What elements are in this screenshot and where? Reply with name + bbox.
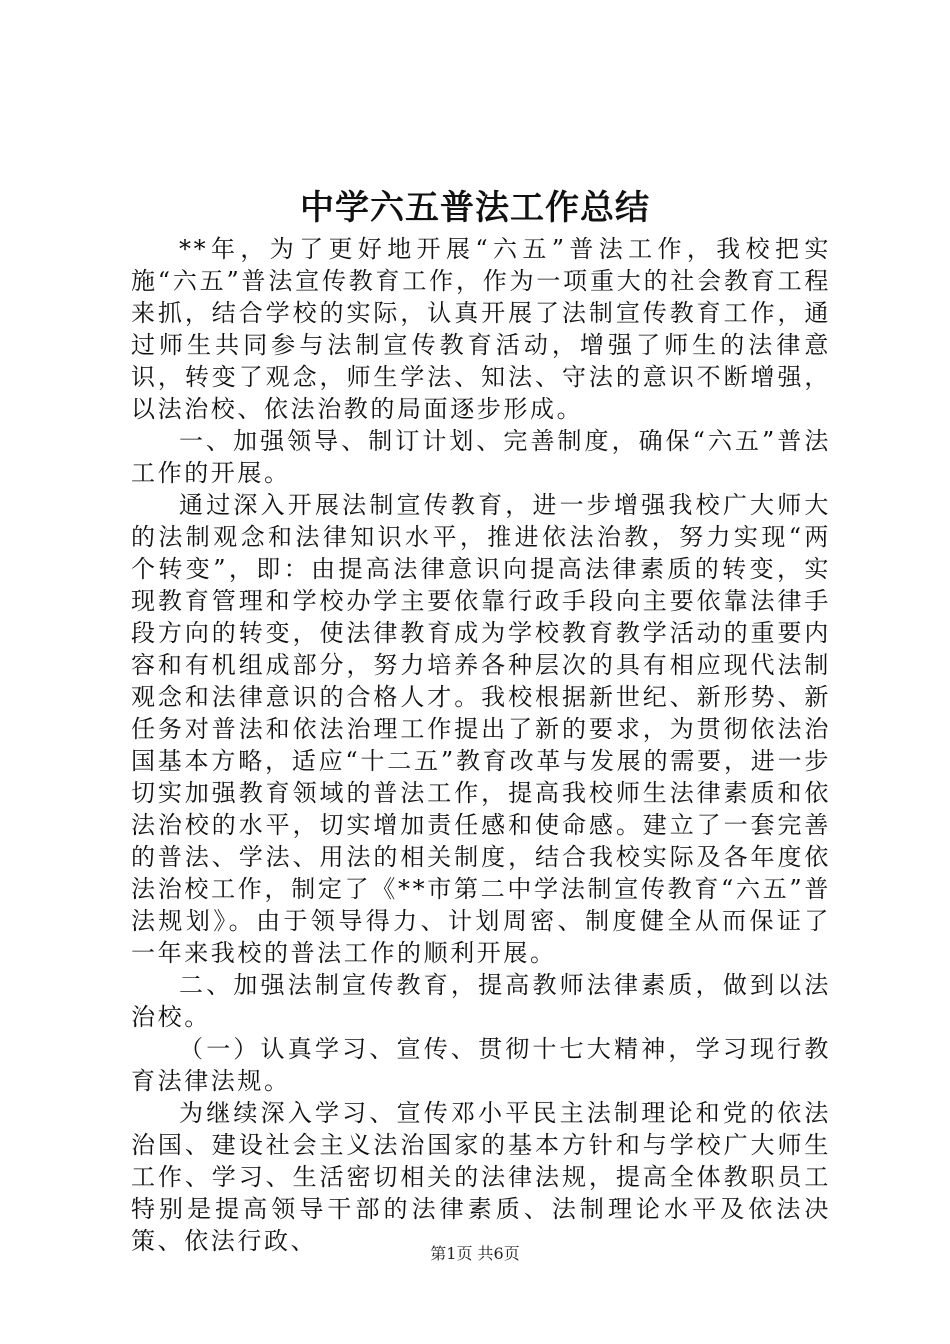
document-title: 中学六五普法工作总结 xyxy=(300,188,650,228)
section-heading-1: 一、加强领导、制订计划、完善制度，确保“六五”普法工作的开展。 xyxy=(131,427,831,487)
subsection-heading-1: （一）认真学习、宣传、贯彻十七大精神，学习现行教育法律法规。 xyxy=(131,1035,831,1095)
paragraph-section-1: 通过深入开展法制宣传教育，进一步增强我校广大师大的法制观念和法律知识水平，推进依法治教，努力实现“两个转变”，即：由提高法律意识向提高法律素质的转变，实现教育管理和学校办学主要依靠行政手段向主要依靠法律手段方向的转变，使法律教育成为学校教育教学活动的重要内容和有机组成部分，努力培养各种层次的具有相应现代法制观念和法律意识的合格人才。我校根据新世纪、新形势、新任务对普法和依法治理工作提出了新的要求，为贯彻依法治国基本方略，适应“十二五”教育改革与发展的需要，进一步切实加强教育领域的普法工作，提高我校师生法律素质和依法治校的水平，切实增加责任感和使命感。建立了一套完善的普法、学法、用法的相关制度，结合我校实际及各年度依法治校工作，制定了《**市第二中学法制宣传教育“六五”普法规划》。由于领导得力、计划周密、制度健全从而保证了一年来我校的普法工作的顺利开展。 xyxy=(131,491,831,967)
document-body xyxy=(131,233,831,1257)
paragraph-intro: **年，为了更好地开展“六五”普法工作，我校把实施“六五”普法宣传教育工作，作为一项重大的社会教育工程来抓，结合学校的实际，认真开展了法制宣传教育工作，通过师生共同参与法制宣传教育活动，增强了师生的法律意识，转变了观念，师生学法、知法、守法的意识不断增强，以法治校、依法治教的局面逐步形成。 xyxy=(131,235,831,423)
page-number-footer: 第1页 共6页 xyxy=(430,1244,520,1263)
paragraph-subsection-1: 为继续深入学习、宣传邓小平民主法制理论和党的依法治国、建设社会主义法治国家的基本方针和与学校广大师生工作、学习、生活密切相关的法律法规，提高全体教职员工特别是提高领导干部的法律素质、法制理论水平及依法决策、依法行政、 xyxy=(131,1099,831,1255)
section-heading-2: 二、加强法制宣传教育，提高教师法律素质，做到以法治校。 xyxy=(131,971,831,1031)
